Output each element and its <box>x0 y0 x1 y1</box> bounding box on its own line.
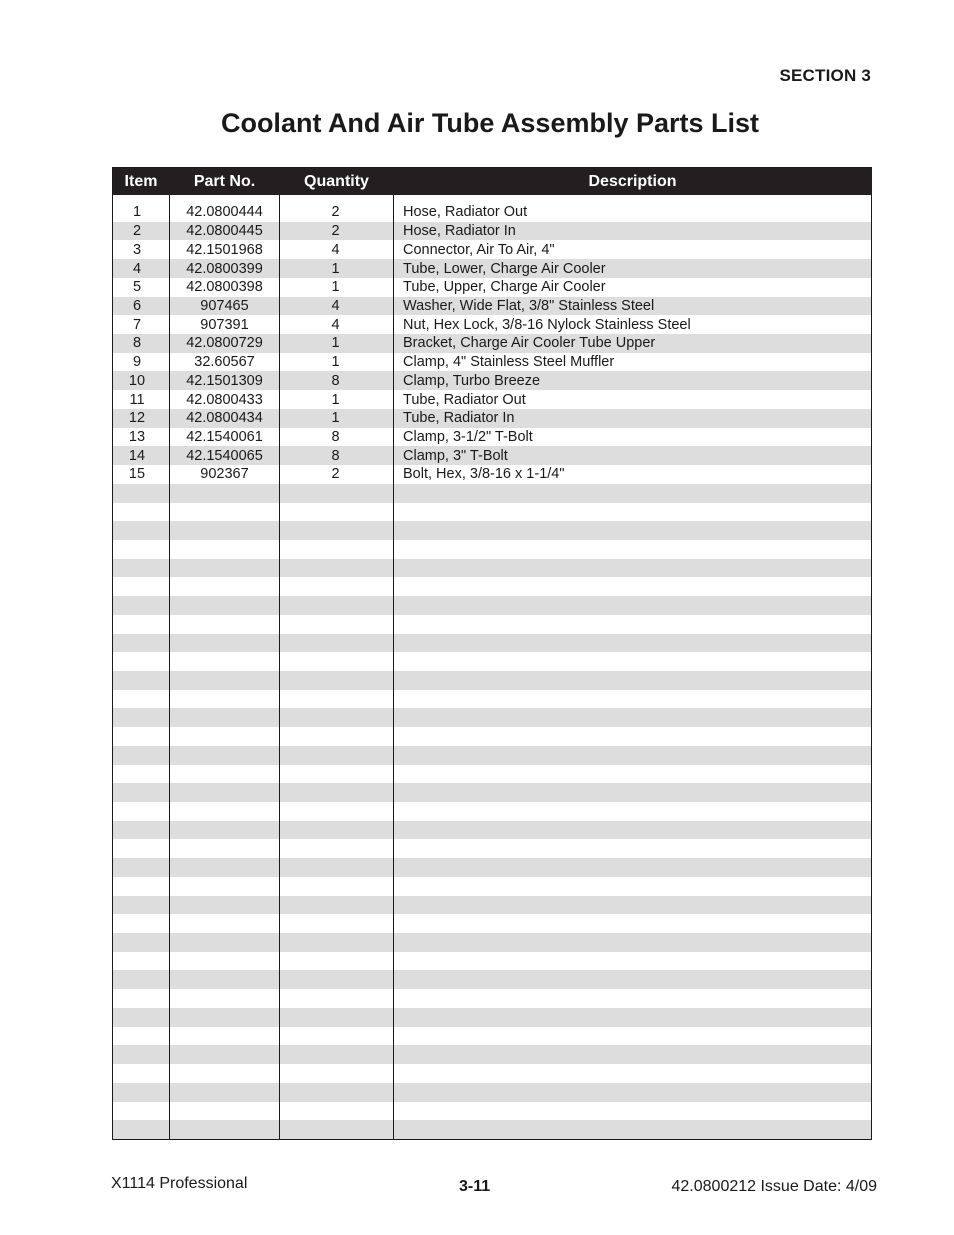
cell-quantity <box>280 708 394 727</box>
cell-part-no <box>170 802 280 821</box>
cell-part-no <box>170 484 280 503</box>
column-header-description: Description <box>394 168 872 196</box>
cell-quantity: 1 <box>280 334 394 353</box>
table-row <box>113 783 872 802</box>
cell-item <box>113 914 170 933</box>
cell-item: 7 <box>113 315 170 334</box>
cell-quantity <box>280 989 394 1008</box>
cell-description <box>394 839 872 858</box>
cell-item <box>113 596 170 615</box>
cell-part-no <box>170 877 280 896</box>
cell-part-no: 907391 <box>170 315 280 334</box>
table-row <box>113 1083 872 1102</box>
footer-doc-info: 42.0800212 Issue Date: 4/09 <box>671 1178 877 1195</box>
cell-quantity: 4 <box>280 240 394 259</box>
cell-part-no <box>170 1120 280 1139</box>
table-row <box>113 371 872 390</box>
cell-part-no <box>170 690 280 709</box>
cell-description <box>394 1027 872 1046</box>
cell-part-no <box>170 671 280 690</box>
cell-part-no <box>170 577 280 596</box>
cell-item <box>113 802 170 821</box>
cell-quantity: 2 <box>280 465 394 484</box>
table-row <box>113 540 872 559</box>
cell-description <box>394 821 872 840</box>
cell-part-no: 42.1501968 <box>170 240 280 259</box>
cell-description <box>394 671 872 690</box>
cell-item <box>113 1064 170 1083</box>
cell-part-no <box>170 914 280 933</box>
table-row <box>113 259 872 278</box>
cell-description <box>394 858 872 877</box>
cell-quantity <box>280 727 394 746</box>
column-header-part-no: Part No. <box>170 168 280 196</box>
cell-quantity <box>280 839 394 858</box>
cell-item <box>113 933 170 952</box>
cell-description <box>394 484 872 503</box>
cell-item <box>113 559 170 578</box>
table-spacer-row <box>113 195 872 203</box>
cell-quantity: 2 <box>280 203 394 222</box>
cell-item: 11 <box>113 390 170 409</box>
cell-description <box>394 896 872 915</box>
cell-description: Clamp, 4" Stainless Steel Muffler <box>394 353 872 372</box>
cell-part-no: 907465 <box>170 297 280 316</box>
cell-part-no <box>170 615 280 634</box>
cell-description <box>394 521 872 540</box>
cell-description: Nut, Hex Lock, 3/8-16 Nylock Stainless Steel <box>394 315 872 334</box>
cell-quantity <box>280 1045 394 1064</box>
cell-quantity <box>280 1064 394 1083</box>
table-row <box>113 615 872 634</box>
cell-quantity <box>280 896 394 915</box>
cell-quantity <box>280 577 394 596</box>
table-row <box>113 877 872 896</box>
cell-item <box>113 540 170 559</box>
cell-item <box>113 652 170 671</box>
cell-part-no <box>170 952 280 971</box>
table-row <box>113 446 872 465</box>
cell-description: Hose, Radiator In <box>394 222 872 241</box>
cell-item <box>113 858 170 877</box>
cell-description <box>394 1045 872 1064</box>
cell-quantity: 4 <box>280 297 394 316</box>
table-row <box>113 727 872 746</box>
table-row <box>113 334 872 353</box>
table-row <box>113 821 872 840</box>
cell-quantity: 4 <box>280 315 394 334</box>
cell-description: Connector, Air To Air, 4" <box>394 240 872 259</box>
cell-item <box>113 970 170 989</box>
table-row <box>113 933 872 952</box>
table-row <box>113 465 872 484</box>
cell-description <box>394 577 872 596</box>
cell-part-no <box>170 559 280 578</box>
cell-description <box>394 989 872 1008</box>
cell-item <box>113 989 170 1008</box>
cell-part-no: 42.0800433 <box>170 390 280 409</box>
cell-item: 12 <box>113 409 170 428</box>
table-row <box>113 409 872 428</box>
cell-item: 2 <box>113 222 170 241</box>
cell-quantity <box>280 671 394 690</box>
cell-item <box>113 952 170 971</box>
cell-item: 6 <box>113 297 170 316</box>
cell-quantity <box>280 783 394 802</box>
cell-item <box>113 727 170 746</box>
cell-part-no <box>170 1045 280 1064</box>
cell-description <box>394 1102 872 1121</box>
cell-part-no <box>170 652 280 671</box>
cell-quantity <box>280 521 394 540</box>
table-row <box>113 1008 872 1027</box>
cell-description <box>394 970 872 989</box>
parts-table-body <box>113 195 872 1140</box>
cell-description <box>394 933 872 952</box>
cell-quantity <box>280 484 394 503</box>
cell-part-no: 32.60567 <box>170 353 280 372</box>
cell-description <box>394 596 872 615</box>
cell-quantity <box>280 615 394 634</box>
cell-description <box>394 914 872 933</box>
cell-description <box>394 540 872 559</box>
table-row <box>113 746 872 765</box>
cell-item: 8 <box>113 334 170 353</box>
table-row <box>113 203 872 222</box>
cell-quantity <box>280 1083 394 1102</box>
cell-item <box>113 765 170 784</box>
cell-quantity <box>280 634 394 653</box>
cell-item <box>113 671 170 690</box>
table-row <box>113 690 872 709</box>
cell-item <box>113 1045 170 1064</box>
cell-part-no <box>170 1064 280 1083</box>
cell-item: 9 <box>113 353 170 372</box>
cell-part-no <box>170 1102 280 1121</box>
cell-part-no: 42.0800729 <box>170 334 280 353</box>
cell-quantity: 1 <box>280 353 394 372</box>
cell-quantity: 1 <box>280 409 394 428</box>
cell-description: Clamp, Turbo Breeze <box>394 371 872 390</box>
cell-item <box>113 1008 170 1027</box>
cell-quantity <box>280 540 394 559</box>
cell-quantity <box>280 802 394 821</box>
cell-quantity <box>280 503 394 522</box>
cell-item <box>113 634 170 653</box>
cell-item: 13 <box>113 428 170 447</box>
cell-part-no: 42.0800398 <box>170 278 280 297</box>
cell-description: Bolt, Hex, 3/8-16 x 1-1/4" <box>394 465 872 484</box>
cell-item <box>113 1027 170 1046</box>
cell-item <box>113 521 170 540</box>
cell-item <box>113 708 170 727</box>
cell-quantity <box>280 933 394 952</box>
table-row <box>113 952 872 971</box>
cell-description: Clamp, 3-1/2" T-Bolt <box>394 428 872 447</box>
cell-quantity: 1 <box>280 390 394 409</box>
cell-item <box>113 821 170 840</box>
cell-description <box>394 652 872 671</box>
table-row <box>113 896 872 915</box>
cell-item: 15 <box>113 465 170 484</box>
cell-item <box>113 484 170 503</box>
table-row <box>113 484 872 503</box>
cell-item <box>113 690 170 709</box>
cell-quantity <box>280 1027 394 1046</box>
table-row <box>113 765 872 784</box>
cell-description <box>394 503 872 522</box>
cell-part-no <box>170 839 280 858</box>
cell-description <box>394 952 872 971</box>
table-row <box>113 353 872 372</box>
table-row <box>113 1064 872 1083</box>
cell-description <box>394 1083 872 1102</box>
cell-description: Hose, Radiator Out <box>394 203 872 222</box>
table-row <box>113 577 872 596</box>
cell-part-no <box>170 858 280 877</box>
section-label: SECTION 3 <box>779 66 871 85</box>
cell-item <box>113 877 170 896</box>
table-row <box>113 634 872 653</box>
cell-part-no: 42.0800434 <box>170 409 280 428</box>
table-row <box>113 240 872 259</box>
cell-part-no <box>170 727 280 746</box>
cell-quantity <box>280 652 394 671</box>
table-row <box>113 708 872 727</box>
footer-model: X1114 Professional <box>111 1175 248 1192</box>
cell-description <box>394 615 872 634</box>
cell-part-no <box>170 896 280 915</box>
cell-part-no <box>170 708 280 727</box>
cell-quantity <box>280 821 394 840</box>
table-row <box>113 652 872 671</box>
cell-description <box>394 727 872 746</box>
cell-part-no <box>170 521 280 540</box>
table-row <box>113 1120 872 1139</box>
cell-quantity <box>280 1120 394 1139</box>
cell-quantity: 8 <box>280 446 394 465</box>
parts-table <box>112 167 872 1140</box>
cell-description <box>394 708 872 727</box>
column-header-quantity: Quantity <box>280 168 394 196</box>
cell-description: Tube, Radiator In <box>394 409 872 428</box>
cell-item <box>113 615 170 634</box>
cell-quantity <box>280 1008 394 1027</box>
cell-item <box>113 1102 170 1121</box>
cell-part-no: 42.1540061 <box>170 428 280 447</box>
table-row <box>113 521 872 540</box>
cell-quantity <box>280 858 394 877</box>
cell-quantity: 1 <box>280 259 394 278</box>
table-row <box>113 1045 872 1064</box>
cell-part-no <box>170 970 280 989</box>
cell-description: Tube, Upper, Charge Air Cooler <box>394 278 872 297</box>
cell-part-no: 42.0800444 <box>170 203 280 222</box>
cell-item <box>113 746 170 765</box>
cell-description: Tube, Radiator Out <box>394 390 872 409</box>
cell-part-no: 42.0800445 <box>170 222 280 241</box>
cell-part-no <box>170 765 280 784</box>
cell-part-no <box>170 540 280 559</box>
cell-part-no: 42.1540065 <box>170 446 280 465</box>
cell-item <box>113 896 170 915</box>
cell-item: 4 <box>113 259 170 278</box>
cell-quantity <box>280 877 394 896</box>
table-row <box>113 297 872 316</box>
cell-part-no <box>170 634 280 653</box>
cell-quantity: 8 <box>280 371 394 390</box>
cell-item <box>113 1120 170 1139</box>
cell-item: 3 <box>113 240 170 259</box>
cell-quantity <box>280 746 394 765</box>
page-title: Coolant And Air Tube Assembly Parts List <box>220 108 760 138</box>
cell-description: Clamp, 3" T-Bolt <box>394 446 872 465</box>
cell-part-no <box>170 746 280 765</box>
cell-quantity: 8 <box>280 428 394 447</box>
cell-description <box>394 783 872 802</box>
cell-part-no <box>170 933 280 952</box>
cell-description: Tube, Lower, Charge Air Cooler <box>394 259 872 278</box>
table-row <box>113 858 872 877</box>
table-row <box>113 1102 872 1121</box>
cell-part-no: 42.1501309 <box>170 371 280 390</box>
cell-quantity <box>280 914 394 933</box>
cell-part-no <box>170 1027 280 1046</box>
table-row <box>113 970 872 989</box>
cell-description: Bracket, Charge Air Cooler Tube Upper <box>394 334 872 353</box>
table-row <box>113 428 872 447</box>
cell-item <box>113 839 170 858</box>
cell-item <box>113 503 170 522</box>
footer-page-number: 3-11 <box>459 1178 491 1195</box>
column-header-item: Item <box>113 168 170 196</box>
cell-description <box>394 634 872 653</box>
table-row <box>113 839 872 858</box>
table-row <box>113 914 872 933</box>
table-row <box>113 315 872 334</box>
cell-quantity <box>280 559 394 578</box>
cell-description <box>394 802 872 821</box>
cell-description: Washer, Wide Flat, 3/8" Stainless Steel <box>394 297 872 316</box>
cell-item <box>113 1083 170 1102</box>
cell-quantity <box>280 970 394 989</box>
table-row <box>113 278 872 297</box>
cell-part-no <box>170 783 280 802</box>
cell-description <box>394 690 872 709</box>
cell-quantity: 2 <box>280 222 394 241</box>
cell-quantity: 1 <box>280 278 394 297</box>
cell-quantity <box>280 690 394 709</box>
cell-quantity <box>280 765 394 784</box>
cell-part-no: 42.0800399 <box>170 259 280 278</box>
table-row <box>113 989 872 1008</box>
cell-part-no <box>170 1008 280 1027</box>
cell-quantity <box>280 952 394 971</box>
cell-quantity <box>280 1102 394 1121</box>
cell-description <box>394 1008 872 1027</box>
cell-item: 14 <box>113 446 170 465</box>
table-row <box>113 503 872 522</box>
table-row <box>113 390 872 409</box>
cell-part-no: 902367 <box>170 465 280 484</box>
cell-item <box>113 577 170 596</box>
cell-part-no <box>170 989 280 1008</box>
table-header-row <box>113 168 872 196</box>
table-row <box>113 671 872 690</box>
table-row <box>113 596 872 615</box>
cell-quantity <box>280 596 394 615</box>
cell-description <box>394 559 872 578</box>
cell-description <box>394 746 872 765</box>
cell-item <box>113 783 170 802</box>
cell-item: 10 <box>113 371 170 390</box>
cell-description <box>394 765 872 784</box>
table-row <box>113 559 872 578</box>
cell-description <box>394 1064 872 1083</box>
table-row <box>113 1027 872 1046</box>
cell-part-no <box>170 503 280 522</box>
cell-description <box>394 877 872 896</box>
cell-description <box>394 1120 872 1139</box>
table-row <box>113 222 872 241</box>
cell-part-no <box>170 596 280 615</box>
cell-part-no <box>170 821 280 840</box>
cell-item: 5 <box>113 278 170 297</box>
cell-part-no <box>170 1083 280 1102</box>
cell-item: 1 <box>113 203 170 222</box>
table-row <box>113 802 872 821</box>
